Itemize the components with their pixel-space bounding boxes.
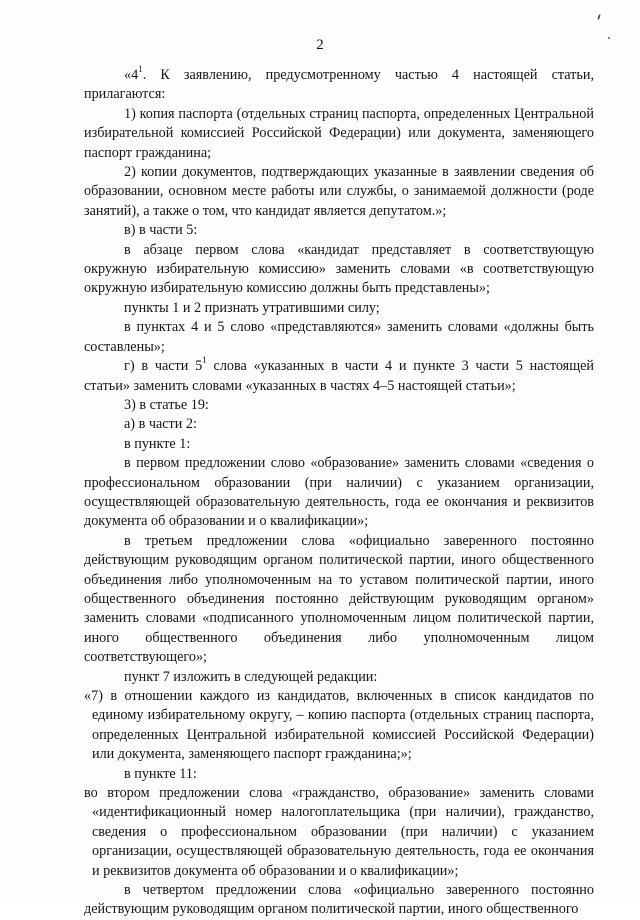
scan-speck [597, 14, 601, 20]
document-paragraph: в пункте 11: [124, 765, 197, 782]
page-number: 2 [316, 37, 324, 53]
document-paragraph: г) в части $5^1$ слова «указанных в части 4 и пункте 3 части 5 настоящей статьи» заменить словами «указанных в частях 4–5 настоящей статьи»; [84, 355, 595, 394]
document-paragraph: во втором предложении слова «гражданство, образование» заменить словами «идентификационный номер налогоплательщика (при наличии), гражданство, сведения о профессиональном образовании (при наличии) с указанием организации, осуществляющей образовательную деятельность, года ее окончания и реквизитов документа об образовании и о квалификации»; [84, 785, 594, 879]
document-paragraph: в) в части 5: [124, 222, 198, 239]
document-paragraph: пункты 1 и 2 признать утратившими силу; [124, 299, 380, 316]
document-paragraph: в пунктах 4 и 5 слово «представляются» заменить словами «должны быть составлены»; [84, 319, 594, 355]
document-paragraph: в четвертом предложении слова «официально заверенного постоянно действующим руководящим органом политической партии, иного общественного [84, 882, 594, 918]
document-paragraph: «7) в отношении каждого из кандидатов, включенных в список кандидатов по единому избирательному округу, – копию паспорта (отдельных страниц паспорта, определенных Центральной избирательной комиссией Российской Федерации) или документа, заменяющего паспорт гражданина;»; [84, 688, 594, 763]
document-paragraph: в первом предложении слово «образование» заменить словами «сведения о профессиональном образовании (при наличии) с указанием организации, осуществляющей образовательную деятельность, года ее окончания и реквизитов документа об образовании и о квалификации»; [84, 455, 594, 530]
document-paragraph: 2) копии документов, подтверждающих указанные в заявлении сведения об образовании, основном месте работы или службы, о занимаемой должности (роде занятий), а также о том, что кандидат является депутатом.»; [84, 164, 594, 219]
document-paragraph: 1) копия паспорта (отдельных страниц паспорта, определенных Центральной избирательной комиссией Российской Федерации) или документа, заменяющего паспорт гражданина; [84, 105, 594, 161]
document-paragraph: «$4^1$. К заявлению, предусмотренному частью 4 настоящей статьи, прилагаются: [84, 64, 594, 103]
document-paragraph: а) в части 2: [124, 416, 197, 433]
document-body [84, 66, 594, 920]
document-paragraph: 3) в статье 19: [124, 396, 209, 413]
superscript-index: 1 [202, 355, 207, 366]
document-paragraph: в абзаце первом слова «кандидат представляет в соответствующую окружную избирательную комиссию» заменить словами «в соответствующую окружную избирательную комиссию должны быть представлены»; [84, 241, 594, 297]
document-paragraph: в пункте 1: [124, 435, 191, 452]
superscript-index: 1 [138, 64, 143, 75]
document-paragraph: пункт 7 изложить в следующей редакции: [124, 668, 378, 685]
document-paragraph: в третьем предложении слова «официально заверенного постоянно действующим руководящим органом политической партии, иного общественного объединения либо уполномоченным на то уставом политической партии, иного общественного объединения постоянно действующим руководящим органом» заменить словами «подписанного уполномоченным лицом политической партии, иного общественного объединения либо уполномоченным лицом соответствующего»; [84, 532, 594, 666]
